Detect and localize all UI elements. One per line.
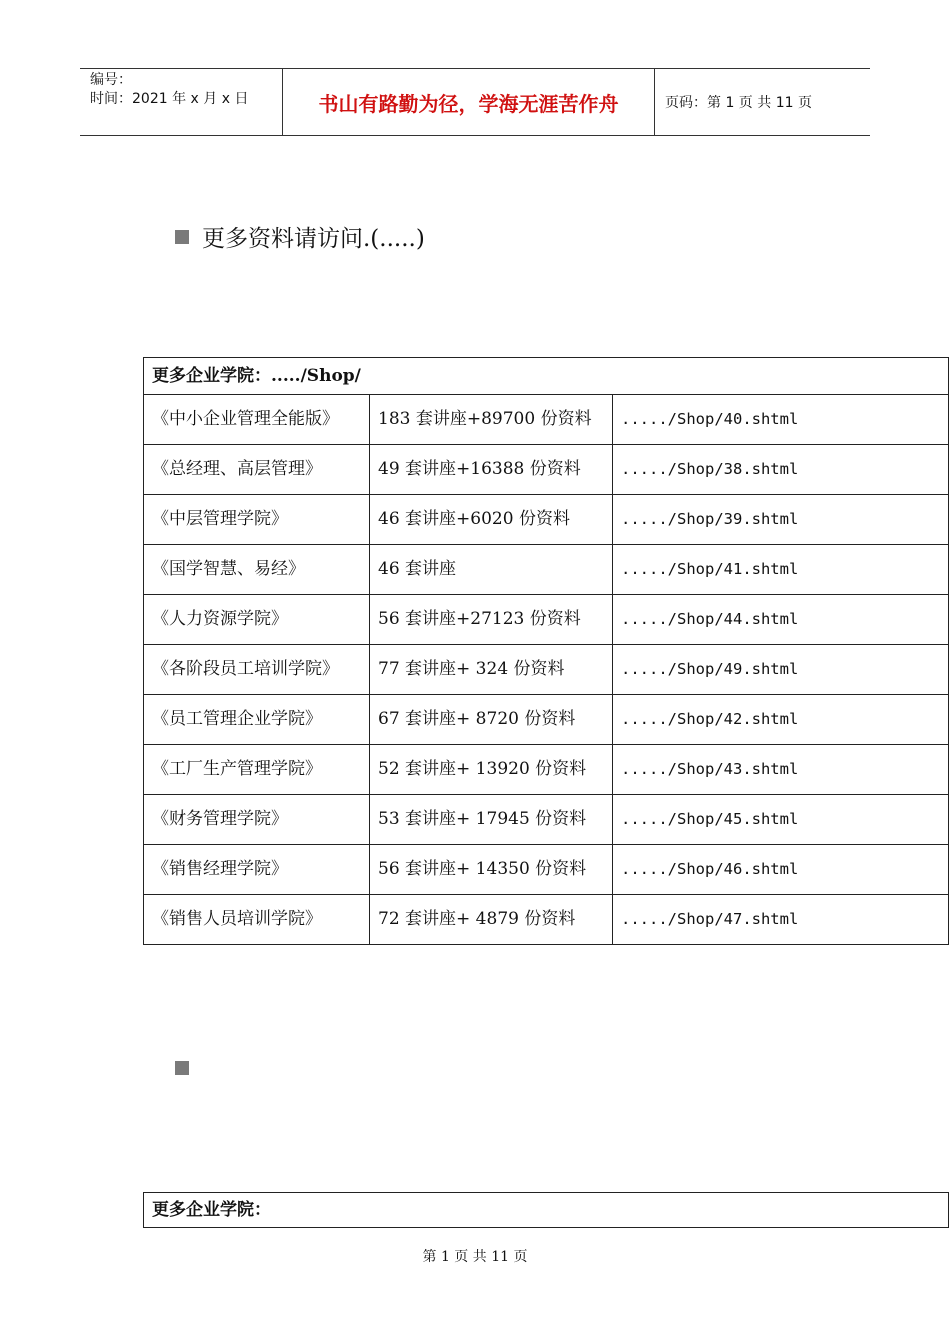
course-desc: 49 套讲座+16388 份资料: [370, 445, 613, 495]
course-url[interactable]: ...../Shop/43.shtml: [613, 745, 949, 795]
course-name: 《中小企业管理全能版》: [144, 395, 370, 445]
course-desc: 53 套讲座+ 17945 份资料: [370, 795, 613, 845]
course-url[interactable]: ...../Shop/38.shtml: [613, 445, 949, 495]
course-url[interactable]: ...../Shop/40.shtml: [613, 395, 949, 445]
course-desc: 67 套讲座+ 8720 份资料: [370, 695, 613, 745]
number-label: 编号：: [90, 72, 132, 88]
course-desc: 56 套讲座+ 14350 份资料: [370, 845, 613, 895]
course-name: 《人力资源学院》: [144, 595, 370, 645]
course-name: 《总经理、高层管理》: [144, 445, 370, 495]
table-row: [144, 695, 949, 745]
page-header: [80, 68, 870, 136]
time-label: 时间：2021 年 x 月 x 日: [90, 91, 249, 107]
course-table-2: [143, 1192, 949, 1228]
course-url[interactable]: ...../Shop/39.shtml: [613, 495, 949, 545]
table-row: [144, 795, 949, 845]
course-desc: 77 套讲座+ 324 份资料: [370, 645, 613, 695]
table-header-row: [144, 358, 949, 395]
header-meta: [80, 69, 282, 135]
bullet-item-2: [175, 1061, 202, 1075]
table-row: [144, 895, 949, 945]
table-row: [144, 545, 949, 595]
course-url[interactable]: ...../Shop/46.shtml: [613, 845, 949, 895]
course-name: 《员工管理企业学院》: [144, 695, 370, 745]
course-name: 《销售经理学院》: [144, 845, 370, 895]
course-url[interactable]: ...../Shop/45.shtml: [613, 795, 949, 845]
table-row: [144, 595, 949, 645]
header-page-info: 页码：第 1 页 共 11 页: [665, 95, 812, 111]
table-row: [144, 745, 949, 795]
course-desc: 52 套讲座+ 13920 份资料: [370, 745, 613, 795]
course-name: 《各阶段员工培训学院》: [144, 645, 370, 695]
course-table: [143, 357, 949, 945]
table-row: [144, 845, 949, 895]
course-url[interactable]: ...../Shop/49.shtml: [613, 645, 949, 695]
table-row: [144, 495, 949, 545]
header-motto: 书山有路勤为径，学海无涯苦作舟: [282, 69, 655, 135]
course-name: 《销售人员培训学院》: [144, 895, 370, 945]
square-bullet-icon: [175, 230, 189, 244]
table-header: 更多企业学院：: [144, 1193, 949, 1228]
course-url[interactable]: ...../Shop/41.shtml: [613, 545, 949, 595]
square-bullet-icon: [175, 1061, 189, 1075]
table-row: [144, 395, 949, 445]
table-header: 更多企业学院：...../Shop/: [144, 358, 949, 395]
course-desc: 72 套讲座+ 4879 份资料: [370, 895, 613, 945]
table-row: [144, 645, 949, 695]
course-name: 《工厂生产管理学院》: [144, 745, 370, 795]
course-url[interactable]: ...../Shop/44.shtml: [613, 595, 949, 645]
table-header-row: [144, 1193, 949, 1228]
bullet-item-1: [175, 220, 425, 253]
course-desc: 56 套讲座+27123 份资料: [370, 595, 613, 645]
course-url[interactable]: ...../Shop/47.shtml: [613, 895, 949, 945]
course-url[interactable]: ...../Shop/42.shtml: [613, 695, 949, 745]
course-name: 《国学智慧、易经》: [144, 545, 370, 595]
course-desc: 183 套讲座+89700 份资料: [370, 395, 613, 445]
course-name: 《财务管理学院》: [144, 795, 370, 845]
page-footer: 第 1 页 共 11 页: [422, 1249, 528, 1265]
course-desc: 46 套讲座: [370, 545, 613, 595]
course-name: 《中层管理学院》: [144, 495, 370, 545]
course-desc: 46 套讲座+6020 份资料: [370, 495, 613, 545]
table-row: [144, 445, 949, 495]
bullet-text: 更多资料请访问.(.....): [202, 226, 425, 252]
